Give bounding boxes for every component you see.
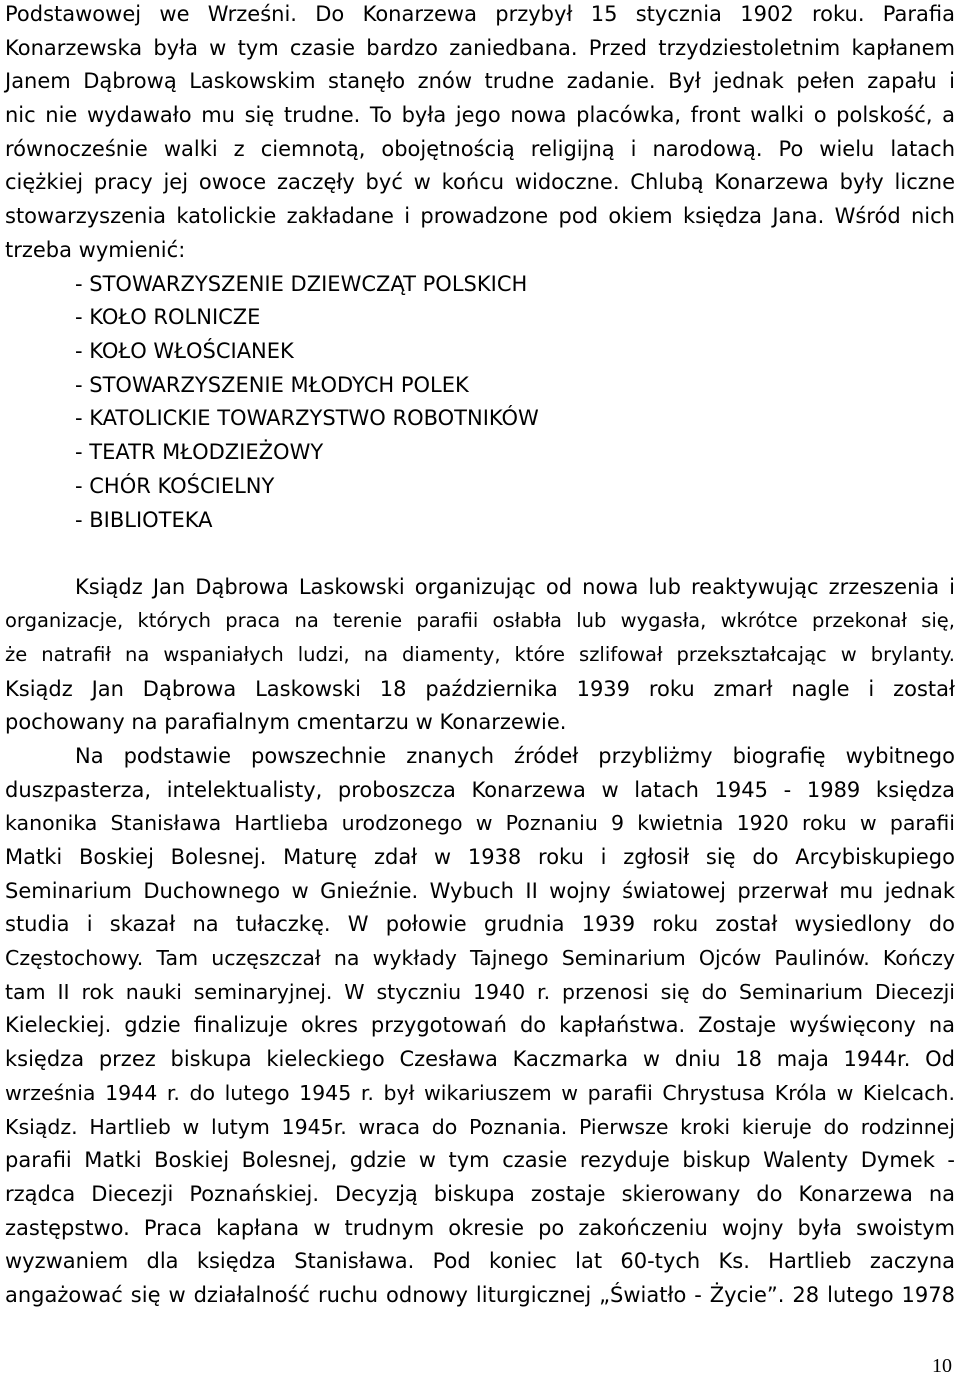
text-line: Ksiądz. Hartlieb w lutym 1945r. wraca do Poznania. Pierwsze kroki kieruje do rodzinnej — [5, 1115, 955, 1139]
text-line: Matki Boskiej Bolesnej. Maturę zdał w 1938 roku i zgłosił się do Arcybiskupiego — [5, 845, 955, 869]
list-item: - TEATR MŁODZIEŻOWY — [75, 440, 324, 464]
text-line: Ksiądz Jan Dąbrowa Laskowski 18 października 1939 roku zmarł nagle i został — [5, 677, 955, 701]
text-line: Kieleckiej. gdzie finalizuje okres przygotowań do kapłaństwa. Zostaje wyświęcony na — [5, 1013, 955, 1037]
text-line: Janem Dąbrową Laskowskim stanęło znów trudne zadanie. Był jednak pełen zapału i — [5, 69, 955, 93]
text-line: Ksiądz Jan Dąbrowa Laskowski organizując od nowa lub reaktywując zrzeszenia i — [75, 575, 955, 599]
text-line: września 1944 r. do lutego 1945 r. był wikariuszem w parafii Chrystusa Króla w Kielcach. — [5, 1081, 955, 1105]
text-line: Podstawowej we Wrześni. Do Konarzewa przybył 15 stycznia 1902 roku. Parafia — [5, 2, 955, 26]
text-line: księdza przez biskupa kieleckiego Czesława Kaczmarka w dniu 18 maja 1944r. Od — [5, 1047, 955, 1071]
text-line: Seminarium Duchownego w Gnieźnie. Wybuch II wojny światowej przerwał mu jednak — [5, 879, 955, 903]
page-number: 10 — [932, 1355, 952, 1377]
text-line: nic nie wydawało mu się trudne. To była jego nowa placówka, front walki o polskość, a — [5, 103, 955, 127]
list-item: - KOŁO ROLNICZE — [75, 305, 261, 329]
text-line: równocześnie walki z ciemnotą, obojętnością religijną i narodową. Po wielu latach — [5, 137, 955, 161]
list-item: - KOŁO WŁOŚCIANEK — [75, 339, 294, 363]
text-line: stowarzyszenia katolickie zakładane i prowadzone pod okiem księdza Jana. Wśród nich — [5, 204, 955, 228]
text-line: Konarzewska była w tym czasie bardzo zaniedbana. Przed trzydziestoletnim kapłanem — [5, 36, 955, 60]
text-line: organizacje, których praca na terenie parafii osłabła lub wygasła, wkrótce przekonał się, — [5, 609, 955, 632]
text-line: angażować się w działalność ruchu odnowy liturgicznej „Światło - Życie”. 28 lutego 1978 — [5, 1283, 955, 1307]
text-line: ciężkiej pracy jej owoce zaczęły być w końcu widoczne. Chlubą Konarzewa były liczne — [5, 170, 955, 194]
text-line: pochowany na parafialnym cmentarzu w Konarzewie. — [5, 710, 567, 734]
text-line: Częstochowy. Tam uczęszczał na wykłady Tajnego Seminarium Ojców Paulinów. Kończy — [5, 946, 955, 970]
list-item: - STOWARZYSZENIE MŁODYCH POLEK — [75, 373, 469, 397]
text-line: rządca Diecezji Poznańskiej. Decyzją biskupa zostaje skierowany do Konarzewa na — [5, 1182, 955, 1206]
text-line: trzeba wymienić: — [5, 238, 186, 262]
list-item: - STOWARZYSZENIE DZIEWCZĄT POLSKICH — [75, 272, 528, 296]
text-line: tam II rok nauki seminaryjnej. W styczniu 1940 r. przenosi się do Seminarium Diecezji — [5, 980, 955, 1004]
list-item: - KATOLICKIE TOWARZYSTWO ROBOTNIKÓW — [75, 406, 539, 430]
text-line: zastępstwo. Praca kapłana w trudnym okresie po zakończeniu wojny była swoistym — [5, 1216, 955, 1240]
text-line: Na podstawie powszechnie znanych źródeł przybliżmy biografię wybitnego — [75, 744, 955, 768]
text-line: duszpasterza, intelektualisty, proboszcza Konarzewa w latach 1945 - 1989 księdza — [5, 778, 955, 802]
text-line: studia i skazał na tułaczkę. W połowie grudnia 1939 roku został wysiedlony do — [5, 912, 955, 936]
list-item: - BIBLIOTEKA — [75, 508, 213, 532]
text-line: kanonika Stanisława Hartlieba urodzonego w Poznaniu 9 kwietnia 1920 roku w parafii — [5, 811, 955, 835]
text-line: że natrafił na wspaniałych ludzi, na diamenty, które szlifował przekształcając w brylanty. — [5, 643, 955, 666]
text-line: wyzwaniem dla księdza Stanisława. Pod koniec lat 60-tych Ks. Hartlieb zaczyna — [5, 1249, 955, 1273]
list-item: - CHÓR KOŚCIELNY — [75, 474, 275, 498]
text-line: parafii Matki Boskiej Bolesnej, gdzie w tym czasie rezyduje biskup Walenty Dymek - — [5, 1148, 955, 1172]
